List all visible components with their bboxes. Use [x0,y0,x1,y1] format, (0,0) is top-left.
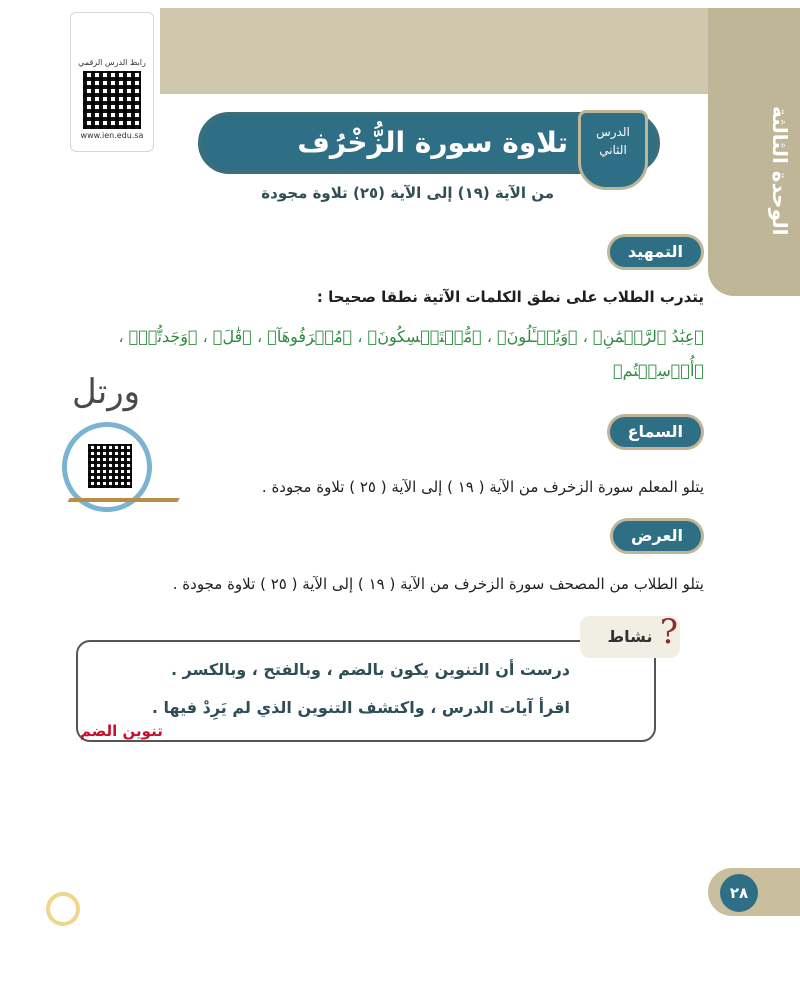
qr-url: www.ien.edu.sa [80,131,144,140]
page-number: ٢٨ [720,874,758,912]
page-number-tab [708,868,800,916]
section-heading-listening: السماع [607,414,704,450]
lesson-badge [578,110,648,190]
header-band [160,8,800,94]
lesson-title-banner [198,112,660,174]
activity-line-1: درست أن التنوين يكون بالضم ، وبالفتح ، وبالكسر . [171,660,570,679]
calligraphy-icon: ورتل [72,372,141,412]
activity-label: نشاط [580,616,680,658]
logo-icon [46,892,80,926]
badge-line-2: الثاني [599,143,627,157]
digital-lesson-qr[interactable] [70,12,154,152]
practice-words: ﴿عِبَٰدُ ٱلرَّحۡمَٰنِ﴾ ، ﴿وَيُسۡـَٔلُونَ﴾ ، ﴿مُّسۡتَمۡسِكُونَ﴾ ، ﴿مُتۡرَفُوهَآ﴾ ، ﴿قَٰلَ﴾ ، ﴿وَجَدتُّمۡ﴾ ، ﴿أُرۡسِلۡتُم﴾ [118,327,704,380]
activity-line-2: اقرأ آيات الدرس ، واكتشف التنوين الذي لم يَرِدْ فيها . [151,698,570,717]
intro-text: يتدرب الطلاب على نطق الكلمات الآتية نطقا صحيحا : [316,288,704,306]
qr-label: رابط الدرس الرقمي [78,58,146,67]
listening-text: يتلو المعلم سورة الزخرف من الآية ( ١٩ ) إلى الآية ( ٢٥ ) تلاوة مجودة . [261,478,704,496]
lesson-subtitle: من الآية (١٩) إلى الآية (٢٥) تلاوة مجودة [261,184,554,202]
audio-qr-icon[interactable] [88,444,132,488]
presentation-text: يتلو الطلاب من المصحف سورة الزخرف من الآية ( ١٩ ) إلى الآية ( ٢٥ ) تلاوة مجودة . [172,575,704,593]
question-mark-icon: ? [659,612,678,652]
activity-box [76,640,656,742]
quran-stand-icon [50,498,180,532]
lesson-title: تلاوة سورة الزُّخْرُف [297,126,568,159]
qr-code-icon[interactable] [83,71,141,129]
activity-answer: تنوين الضم [80,722,163,740]
section-heading-presentation: العرض [610,518,704,554]
section-heading-intro: التمهيد [607,234,704,270]
badge-line-1: الدرس [596,125,630,139]
tarteel-decoration [52,372,182,552]
unit-title: الوحدة الثالثة [768,106,792,236]
